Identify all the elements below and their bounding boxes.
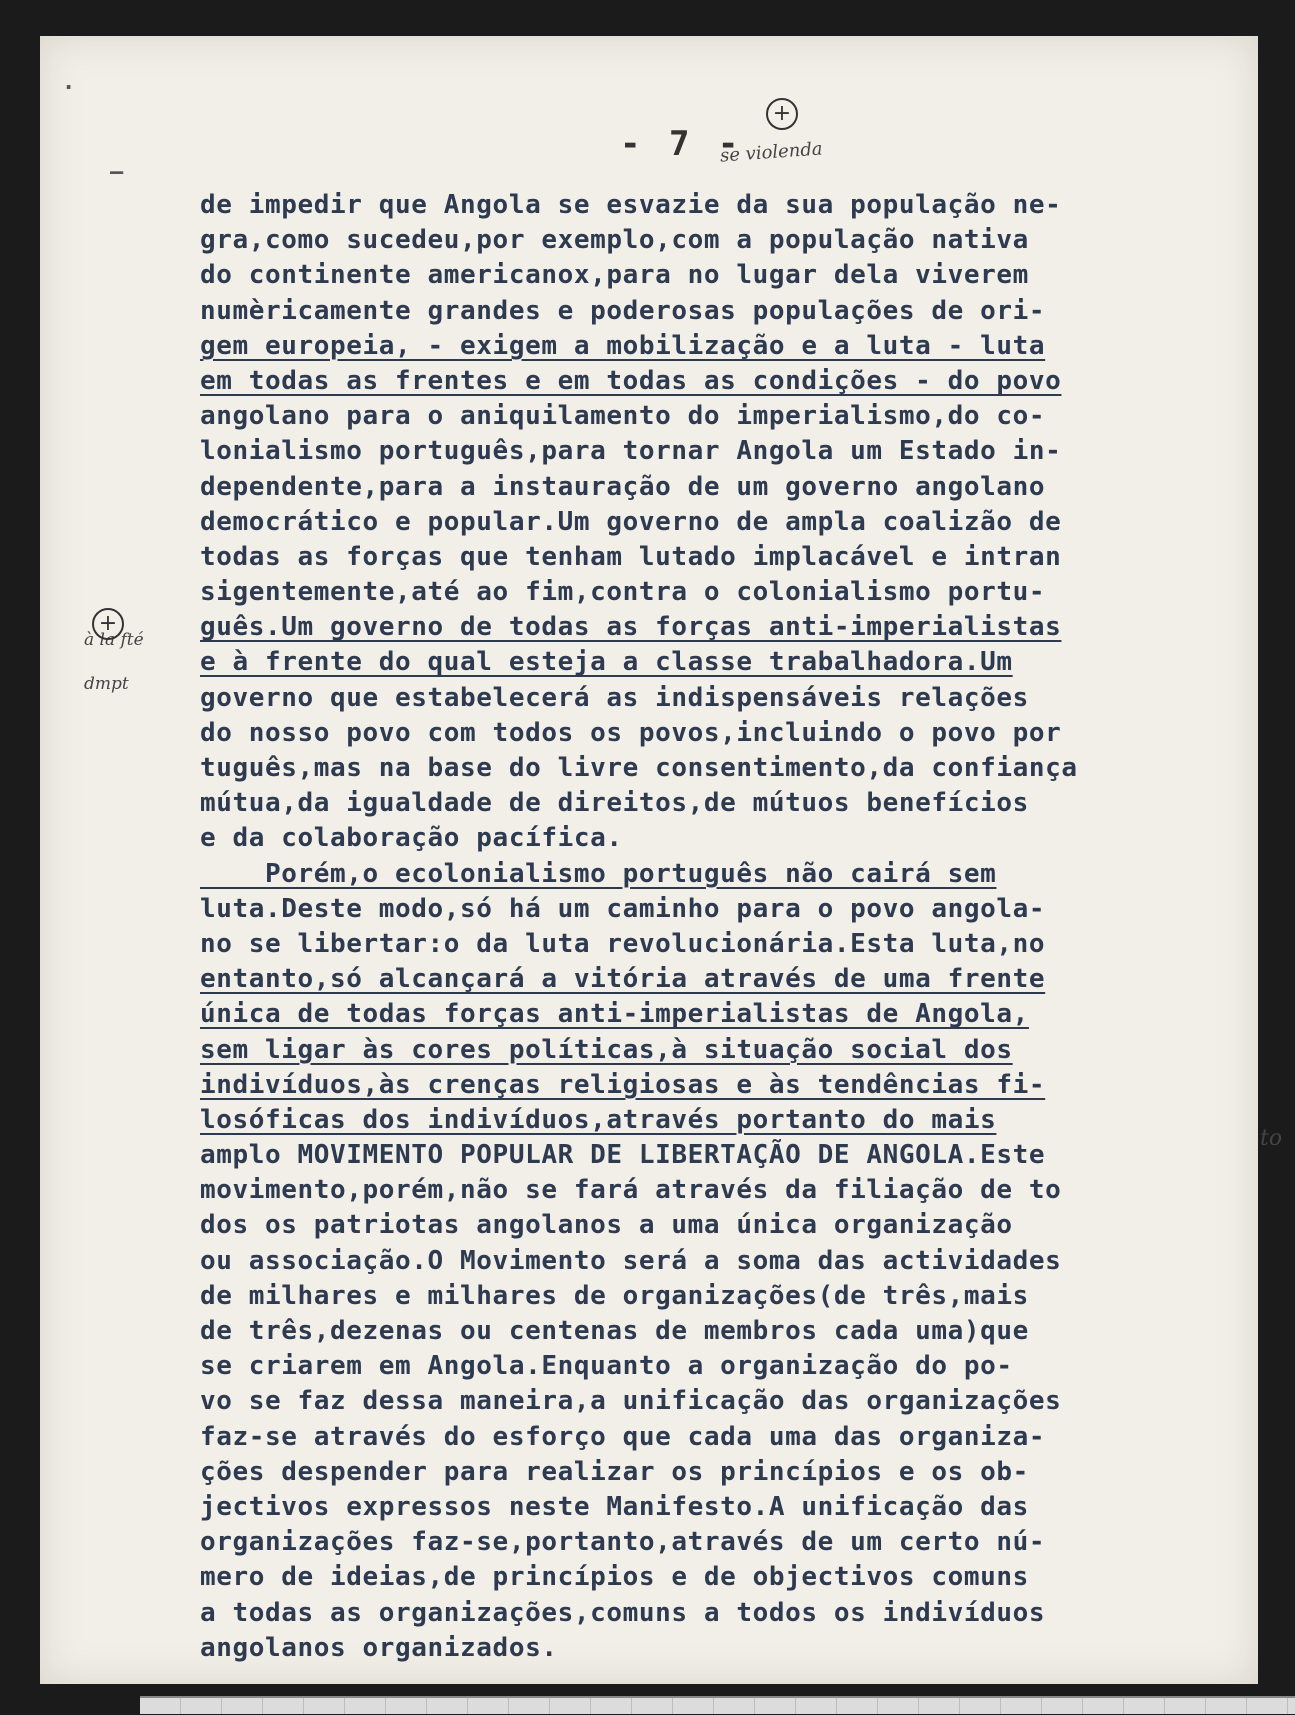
text-line: indivíduos,às crenças religiosas e às tendências fi- <box>200 1069 1046 1100</box>
text-line: em todas as frentes e em todas as condições - do povo <box>200 365 1062 396</box>
text-line: numèricamente grandes e poderosas populações de ori- <box>200 295 1046 326</box>
document-page <box>40 36 1283 1684</box>
page-number: - 7 - <box>620 124 743 164</box>
text-line: angolanos organizados. <box>200 1632 558 1663</box>
text-line: luta.Deste modo,só há um caminho para o povo angola- <box>200 893 1046 924</box>
text-line: a todas as organizações,comuns a todos os indivíduos <box>200 1597 1046 1628</box>
annotation-left-line-1: à la fté <box>84 630 144 650</box>
text-line: mútua,da igualdade de direitos,de mútuos benefícios <box>200 788 1029 819</box>
margin-dash: – <box>110 160 124 185</box>
text-line: sigentemente,até ao fim,contra o colonialismo portu- <box>200 577 1046 608</box>
typewritten-body <box>200 188 1290 1666</box>
text-line: ou associação.O Movimento será a soma das actividades <box>200 1245 1062 1276</box>
text-line: mero de ideias,de princípios e de objectivos comuns <box>200 1562 1029 1593</box>
text-line: vo se faz dessa maneira,a unificação das organizações <box>200 1386 1062 1417</box>
text-line: e da colaboração pacífica. <box>200 823 623 854</box>
handwritten-annotation-top: se violenda <box>719 138 824 167</box>
text-line: no se libertar:o da luta revolucionária.Esta luta,no <box>200 928 1046 959</box>
text-line: angolano para o aniquilamento do imperialismo,do co- <box>200 401 1046 432</box>
text-line: de impedir que Angola se esvazie da sua população ne- <box>200 190 1062 220</box>
text-line: ções despender para realizar os princípios e os ob- <box>200 1456 1029 1487</box>
text-line: dependente,para a instauração de um governo angolano <box>200 471 1046 502</box>
circled-plus-mark-top: + <box>766 98 798 130</box>
text-line: todas as forças que tenham lutado implacável e intran <box>200 541 1062 572</box>
text-line: faz-se através do esforço que cada uma das organiza- <box>200 1421 1046 1452</box>
text-line: lonialismo português,para tornar Angola um Estado in- <box>200 436 1062 467</box>
text-line: gem europeia, - exigem a mobilização e a luta - luta <box>200 330 1046 361</box>
text-line: se criarem em Angola.Enquanto a organização do po- <box>200 1351 1013 1382</box>
text-line: movimento,porém,não se fará através da filiação de to <box>200 1175 1062 1206</box>
annotation-left-line-2: dmpt <box>84 674 129 694</box>
text-line: de milhares e milhares de organizações(de três,mais <box>200 1280 1029 1311</box>
text-line: do continente americanox,para no lugar dela viverem <box>200 260 1029 291</box>
margin-dot: · <box>62 76 76 101</box>
text-line: Porém,o ecolonialismo português não cairá sem <box>200 858 997 889</box>
text-line: dos os patriotas angolanos a uma única organização <box>200 1210 1013 1241</box>
text-line: do nosso povo com todos os povos,incluindo o povo por <box>200 717 1062 748</box>
text-line: de três,dezenas ou centenas de membros cada uma)que <box>200 1316 1029 1346</box>
text-line: gra,como sucedeu,por exemplo,com a população nativa <box>200 225 1029 256</box>
handwritten-annotation-right: to <box>1260 1126 1283 1151</box>
text-line: entanto,só alcançará a vitória através de uma frente <box>200 964 1046 995</box>
text-line: organizações faz-se,portanto,através de um certo nú- <box>200 1527 1046 1558</box>
text-line: única de todas forças anti-imperialistas de Angola, <box>200 999 1029 1030</box>
text-line: governo que estabelecerá as indispensáveis relações <box>200 682 1029 713</box>
text-line: losóficas dos indivíduos,através portanto do mais <box>200 1104 997 1135</box>
text-line: e à frente do qual esteja a classe trabalhadora.Um <box>200 647 1013 678</box>
text-line: sem ligar às cores políticas,à situação social dos <box>200 1034 1013 1065</box>
text-line: tuguês,mas na base do livre consentimento,da confiança <box>200 753 1078 783</box>
text-line: amplo MOVIMENTO POPULAR DE LIBERTAÇÃO DE ANGOLA.Este <box>200 1140 1046 1171</box>
text-line: guês.Um governo de todas as forças anti-imperialistas <box>200 612 1062 643</box>
text-line: democrático e popular.Um governo de ampla coalizão de <box>200 506 1062 537</box>
scale-bar <box>140 1696 1295 1714</box>
circled-plus-mark-left: + <box>92 608 124 640</box>
text-line: jectivos expressos neste Manifesto.A unificação das <box>200 1491 1029 1522</box>
